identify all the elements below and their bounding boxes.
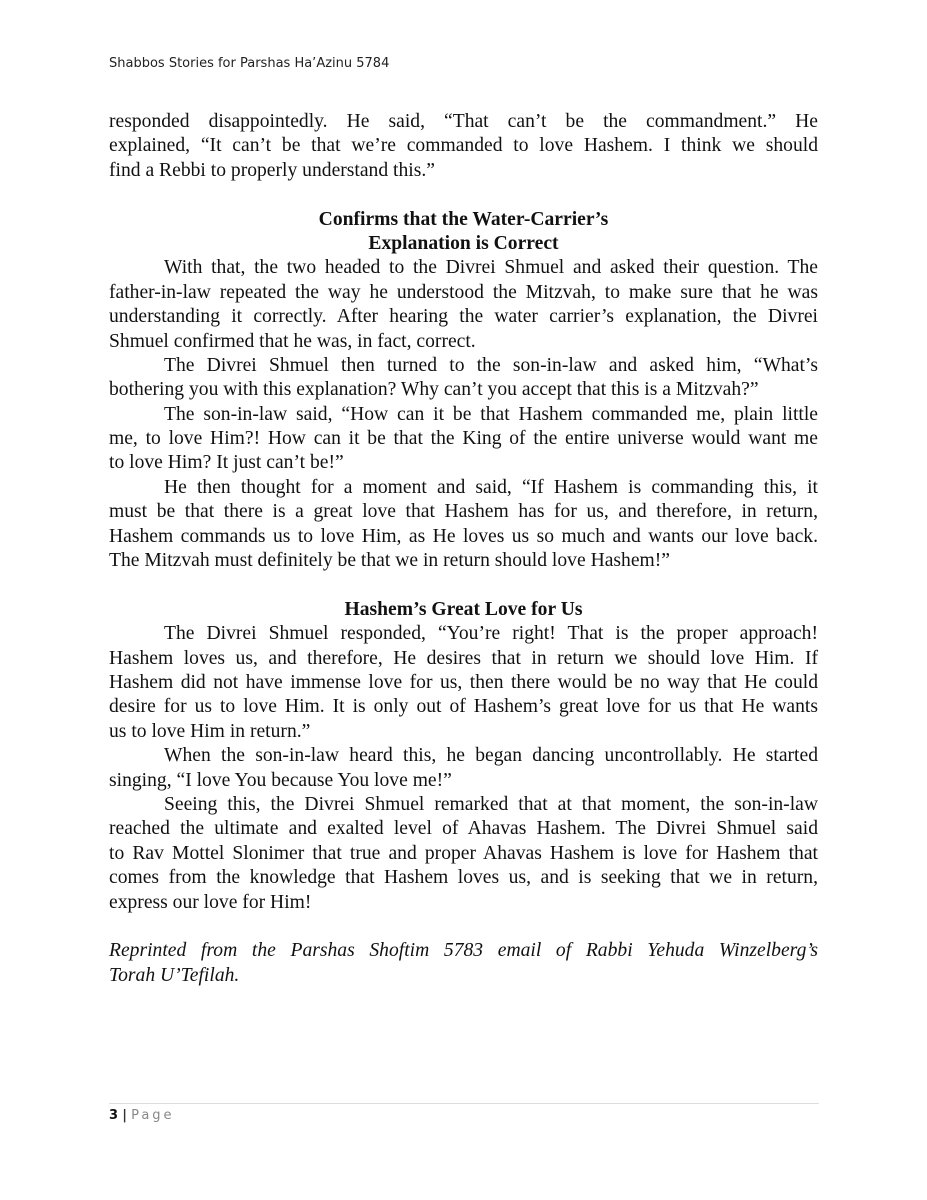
paragraph [109, 110, 818, 183]
paragraph-gap [109, 573, 818, 597]
text-line: understanding it correctly. After hearing the water carrier’s explanation, the Divrei [109, 306, 818, 328]
text-line: Torah U’Tefilah. [109, 964, 240, 986]
text-line: must be that there is a great love that Hashem has for us, and therefore, in return, [109, 501, 818, 523]
text-line: He then thought for a moment and said, “If Hashem is commanding this, it [164, 476, 818, 498]
text-line: Reprinted from the Parshas Shoftim 5783 email of Rabbi Yehuda Winzelberg’s [109, 940, 818, 962]
paragraph [109, 476, 818, 574]
text-line: us to love Him in return.” [109, 720, 311, 742]
paragraph [109, 403, 818, 476]
text-line: Hashem commands us to love Him, as He loves us so much and wants our love back. [109, 525, 818, 547]
text-line: responded disappointedly. He said, “That can’t be the commandment.” He [109, 111, 818, 132]
paragraph-gap [109, 183, 818, 207]
text-line: find a Rebbi to properly understand this.” [109, 159, 435, 181]
source-credit [109, 939, 818, 988]
text-line: With that, the two headed to the Divrei Shmuel and asked their question. The [164, 257, 818, 279]
section-heading: Hashem’s Great Love for Us [344, 598, 583, 620]
section-heading: Explanation is Correct [368, 232, 559, 254]
paragraph [109, 354, 818, 403]
text-line: father-in-law repeated the way he understood the Mitzvah, to make sure that he was [109, 281, 818, 303]
text-line: The Mitzvah must definitely be that we in return should love Hashem!” [109, 550, 670, 572]
paragraph [109, 622, 818, 744]
text-line: express our love for Him! [109, 891, 312, 913]
text-line: The Divrei Shmuel then turned to the son-in-law and asked him, “What’s [164, 354, 818, 376]
text-line: The Divrei Shmuel responded, “You’re right! That is the proper approach! [164, 623, 818, 645]
text-line: explained, “It can’t be that we’re commanded to love Hashem. I think we should [109, 135, 818, 157]
page-number: 3 [109, 1108, 119, 1123]
text-line: The son-in-law said, “How can it be that Hashem commanded me, plain little [164, 403, 818, 425]
text-line: to Rav Mottel Slonimer that true and proper Ahavas Hashem is love for Hashem that [109, 842, 818, 864]
footer-separator: | [122, 1108, 127, 1123]
paragraph [109, 256, 818, 354]
text-line: reached the ultimate and exalted level of Ahavas Hashem. The Divrei Shmuel said [109, 818, 818, 840]
paragraph [109, 744, 818, 793]
footer-divider [109, 1103, 819, 1104]
text-line: Hashem did not have immense love for us, then there would be no way that He could [109, 671, 818, 693]
text-line: singing, “I love You because You love me!” [109, 769, 452, 791]
text-line: desire for us to love Him. It is only out of Hashem’s great love for us that He wants [109, 696, 818, 718]
text-line: Shmuel confirmed that he was, in fact, correct. [109, 330, 476, 352]
text-line: me, to love Him?! How can it be that the King of the entire universe would want me [109, 428, 818, 450]
text-line: comes from the knowledge that Hashem loves us, and is seeking that we in return, [109, 867, 818, 889]
running-header: Shabbos Stories for Parshas Ha’Azinu 5784 [109, 56, 390, 71]
section-heading: Confirms that the Water-Carrier’s [318, 208, 609, 230]
document-body [109, 110, 818, 988]
text-line: Hashem loves us, and therefore, He desires that in return we should love Him. If [109, 647, 818, 669]
paragraph-gap [109, 915, 818, 939]
text-line: Seeing this, the Divrei Shmuel remarked that at that moment, the son-in-law [164, 793, 818, 815]
page-label: Page [131, 1108, 175, 1123]
paragraph [109, 793, 818, 915]
text-line: to love Him? It just can’t be!” [109, 452, 344, 474]
text-line: When the son-in-law heard this, he began dancing uncontrollably. He started [164, 745, 818, 767]
text-line: bothering you with this explanation? Why can’t you accept that this is a Mitzvah?” [109, 379, 759, 401]
page-footer [109, 1108, 175, 1123]
